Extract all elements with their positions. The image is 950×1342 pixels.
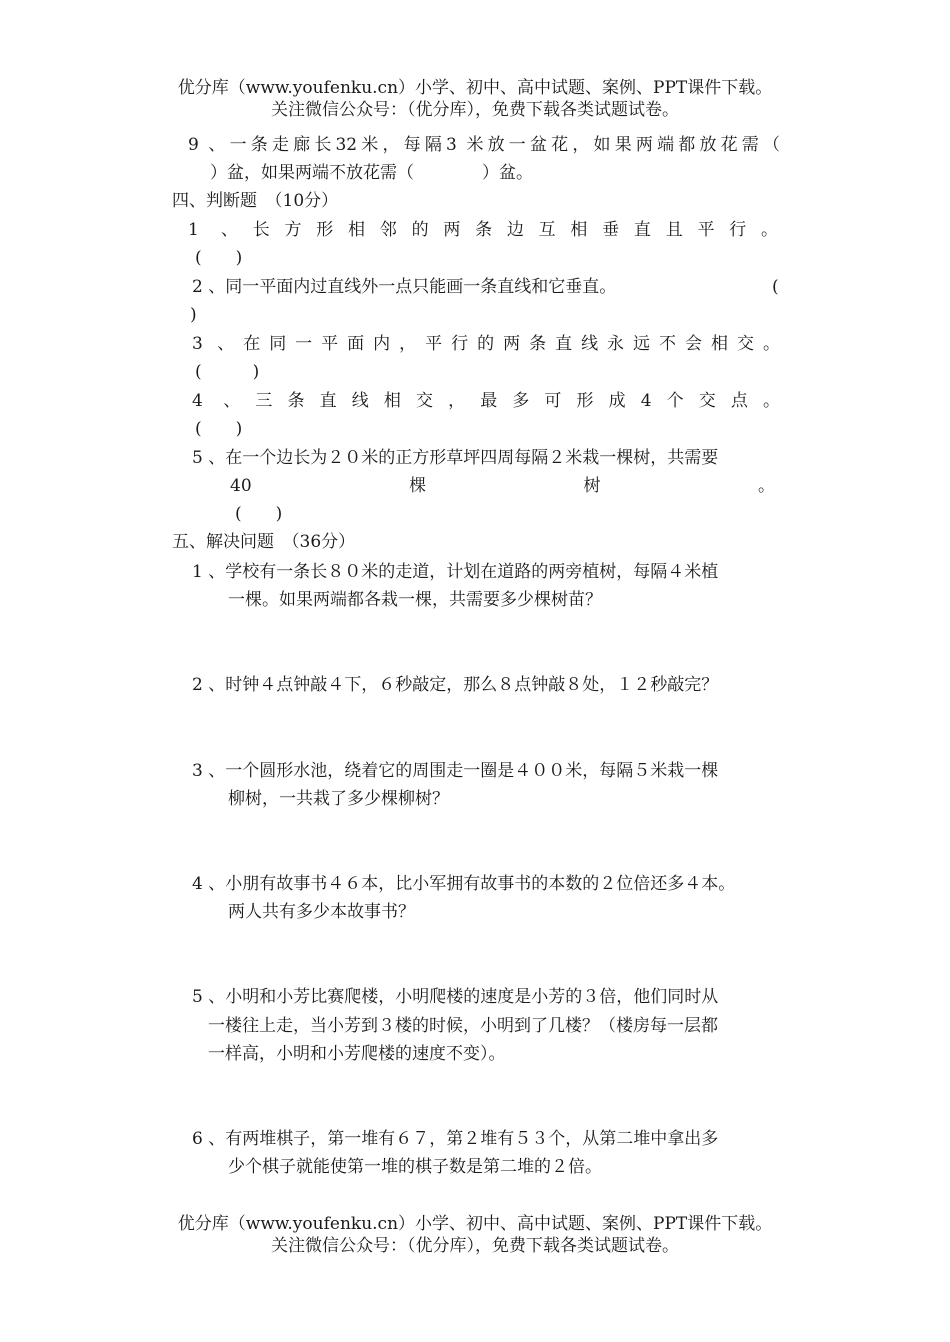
s5-q5-line-1: 5 、小明和小芳比赛爬楼，小明爬楼的速度是小芳的３倍，他们同时从 [192, 987, 719, 1007]
header-line-2: 关注微信公众号：（优分库），免费下载各类试题试卷。 [271, 100, 679, 120]
q9-line-2: ）盆，如果两端不放花需（ ）盆。 [210, 163, 533, 183]
header-line-1: 优分库（www.youfenku.cn）小学、初中、高中试题、案例、PPT课件下载。 [177, 78, 773, 98]
s5-q1-line-1: 1 、学校有一条长８０米的走道，计划在道路的两旁植树，每隔４米植 [192, 562, 719, 582]
s5-q2-line-1: 2 、时钟４点钟敲４下，６秒敲定，那么８点钟敲８处，１２秒敲完？ [192, 675, 719, 695]
q9-line-1: 9 、一条走廊长32米，每隔3 米放一盆花，如果两端都放花需（ [188, 135, 780, 155]
footer-line-2: 关注微信公众号：（优分库），免费下载各类试题试卷。 [271, 1236, 679, 1256]
s5-q5-line-3: 一样高，小明和小芳爬楼的速度不变）。 [208, 1044, 506, 1064]
s5-q6-line-2: 少个棋子就能使第一堆的棋子数是第二堆的２倍。 [228, 1157, 602, 1177]
s4-q4-text: 4 、三条直线相交，最多可形成4个交点。 [192, 391, 780, 411]
s4-q5-line2: 40棵树。 [230, 476, 775, 496]
s4-q2-text: 2 、同一平面内过直线外一点只能画一条直线和它垂直。 [192, 277, 617, 297]
s5-q5-line-2: 一楼往上走，当小芳到３楼的时候，小明到了几楼？（楼房每一层都 [208, 1016, 718, 1036]
s4-q2-paren-open: ( [772, 277, 779, 297]
section4-title: 四、判断题 （10分） [172, 191, 339, 211]
s4-q5-paren: ( ) [235, 504, 283, 524]
s4-q4-paren: ( ) [195, 419, 243, 439]
s5-q4-line-1: 4 、小朋有故事书４６本，比小军拥有故事书的本数的２位倍还多４本。 [192, 874, 736, 894]
s4-q1-text: 1 、长方形相邻的两条边互相垂直且平行。 [188, 220, 780, 240]
section5-title: 五、解决问题 （36分） [172, 532, 356, 552]
s5-q1-line-2: 一棵。如果两端都各栽一棵，共需要多少棵树苗？ [228, 590, 602, 610]
s5-q3-line-2: 柳树，一共栽了多少棵柳树？ [228, 789, 449, 809]
s4-q2-paren-close: ) [190, 305, 197, 325]
s5-q3-line-1: 3 、一个圆形水池，绕着它的周围走一圈是４００米，每隔５米栽一棵 [192, 761, 719, 781]
footer-line-1: 优分库（www.youfenku.cn）小学、初中、高中试题、案例、PPT课件下载。 [177, 1214, 773, 1234]
s4-q3-text: 3 、在同一平面内，平行的两条直线永远不会相交。 [192, 334, 780, 354]
s4-q1-paren: ( ) [195, 248, 243, 268]
s4-q3-paren: ( ) [195, 362, 260, 382]
s5-q4-line-2: 两人共有多少本故事书？ [228, 902, 415, 922]
s5-q6-line-1: 6 、有两堆棋子，第一堆有６７，第２堆有５３个，从第二堆中拿出多 [192, 1129, 719, 1149]
s4-q5-text: 5 、在一个边长为２０米的正方形草坪四周每隔２米栽一棵树，共需要 [192, 448, 719, 468]
